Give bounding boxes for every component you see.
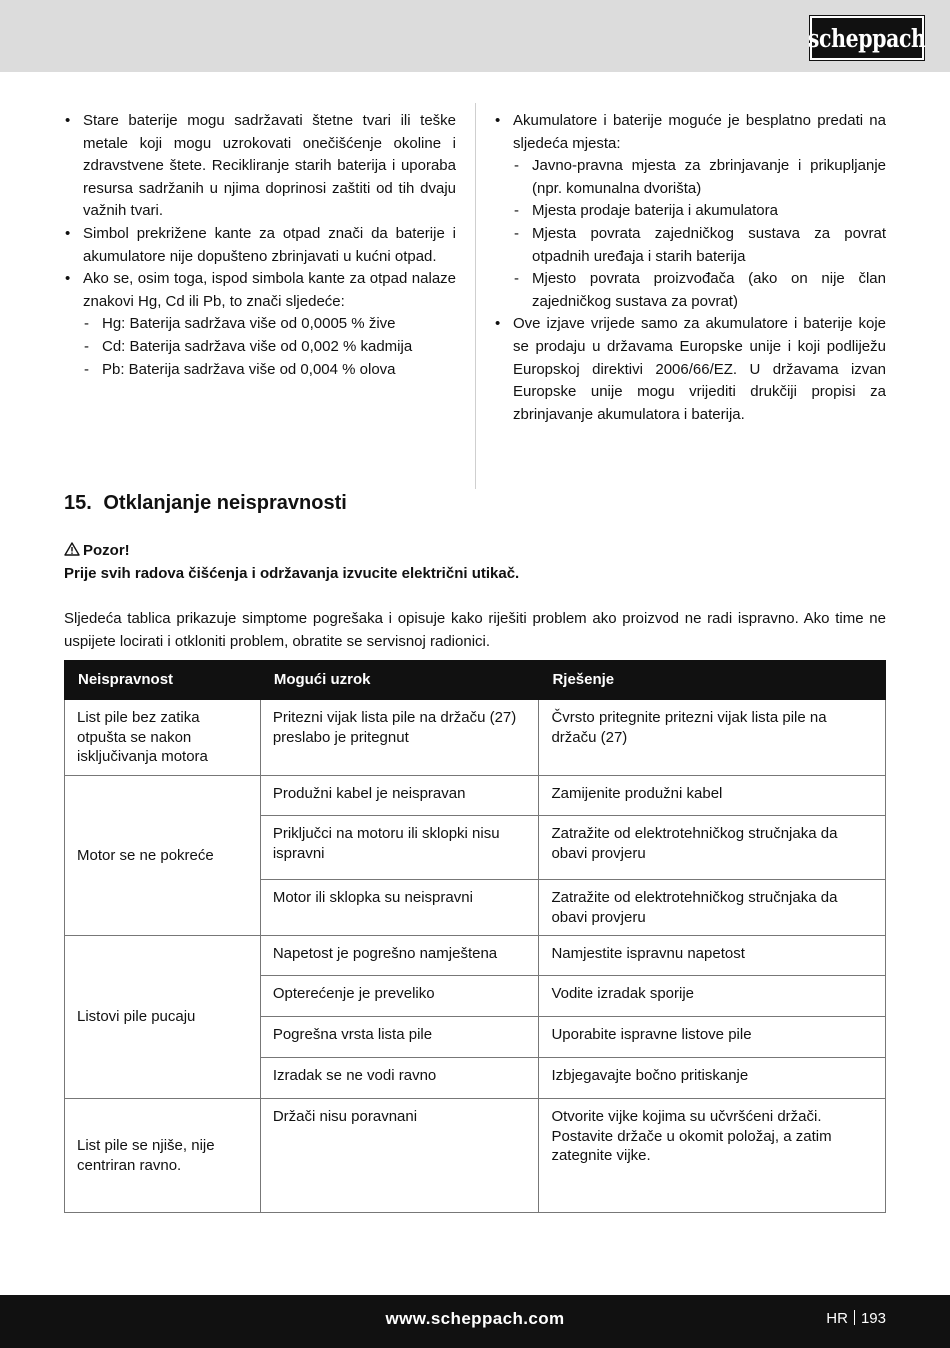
table-row [65,700,886,776]
left-column [64,110,456,381]
scheppach-logo [810,16,924,60]
cause-cell: Opterećenje je preveliko [260,976,539,1017]
warning-triangle-icon [64,542,80,556]
troubleshooting-table [64,660,886,1213]
website-url: www.scheppach.com [385,1309,565,1328]
intro-paragraph: Sljedeća tablica prikazuje simptome pogrešaka i opisuje kako riješiti problem ako proizvod ne radi ispravno. Ako time ne uspijete locirati i otkloniti problem, obratite se servisnoj radionici. [64,610,886,650]
cause-cell: Napetost je pogrešno namještena [260,936,539,976]
header-cause: Mogući uzrok [260,661,539,700]
cause-cell: Izradak se ne vodi ravno [260,1058,539,1099]
remedy-cell: Vodite izradak sporije [539,976,886,1017]
cause-cell: Držači nisu poravnani [260,1099,539,1213]
right-column [494,110,886,426]
cause-cell: Produžni kabel je neispravan [260,776,539,816]
table-row [65,1099,886,1213]
language-code: HR [826,1310,848,1327]
cause-cell: Pogrešna vrsta lista pile [260,1017,539,1058]
cause-cell: Motor ili sklopka su neispravni [260,880,539,936]
fault-cell: List pile bez zatika otpušta se nakon isključivanja motora [65,700,261,776]
page-header [0,0,950,72]
warning-title: Pozor! [83,542,130,559]
list-item [64,268,456,381]
list-item: • Ove izjave vrijede samo za akumulatore i baterije koje se prodaju u državama Europske unije i koji podliježu Europskoj direktivi 2006/66/EZ. U državama izvan Europske unije mogu vrijediti drukčiji propisi za zbrinjavanje akumulatora i baterija. [494,313,886,426]
fault-cell: Listovi pile pucaju [65,936,261,1099]
remedy-cell: Čvrsto pritegnite pritezni vijak lista pile na držaču (27) [539,700,886,776]
fault-cell: List pile se njiše, nije centriran ravno. [65,1099,261,1213]
list-item-text: Akumulatore i baterije moguće je besplatno predati na sljedeća mjesta: [513,112,886,152]
list-item [494,110,886,313]
table-row [65,776,886,816]
page-footer [0,1295,950,1348]
list-item-text: Ako se, osim toga, ispod simbola kante za otpad nalaze znakovi Hg, Cd ili Pb, to znači sljedeće: [83,270,456,310]
right-bullet-list [494,110,886,426]
sub-list-item: - Cd: Baterija sadržava više od 0,002 % kadmija [83,336,456,359]
remedy-cell: Namjestite ispravnu napetost [539,936,886,976]
sub-list-item: - Pb: Baterija sadržava više od 0,004 % olova [83,359,456,382]
header-remedy: Rješenje [539,661,886,700]
remedy-cell: Otvorite vijke kojima su učvršćeni držači. Postavite držače u okomit položaj, a zatim zategnite vijke. [539,1099,886,1213]
page-number-separator [854,1310,855,1325]
list-item: • Simbol prekrižene kante za otpad znači da baterije i akumulatore nije dopušteno zbrinjavati u kućni otpad. [64,223,456,268]
cause-cell: Pritezni vijak lista pile na držaču (27) preslabo je pritegnut [260,700,539,776]
remedy-cell: Uporabite ispravne listove pile [539,1017,886,1058]
heavy-metal-sublist [83,313,456,381]
page-number [826,1310,886,1327]
remedy-cell: Zatražite od elektrotehničkog stručnjaka da obavi provjeru [539,880,886,936]
sub-list-item: - Hg: Baterija sadržava više od 0,0005 % žive [83,313,456,336]
sub-list-item: - Javno-pravna mjesta za zbrinjavanje i prikupljanje (npr. komunalna dvorišta) [513,155,886,200]
warning-text: Prije svih radova čišćenja i održavanja izvucite električni utikač. [64,564,520,582]
remedy-cell: Zatražite od elektrotehničkog stručnjaka da obavi provjeru [539,816,886,880]
sub-list-item: - Mjesto povrata proizvođača (ako on nije član zajedničkog sustava za povrat) [513,268,886,313]
table-row [65,936,886,976]
section-heading [64,492,347,515]
return-points-sublist [513,155,886,313]
fault-cell: Motor se ne pokreće [65,776,261,936]
sub-list-item: - Mjesta prodaje baterija i akumulatora [513,200,886,223]
sub-list-item: - Mjesta povrata zajedničkog sustava za povrat otpadnih uređaja i starih baterija [513,223,886,268]
list-item: • Stare baterije mogu sadržavati štetne tvari ili teške metale koji mogu uzrokovati onečišćenje okoline i zdravstvene štete. Recikliranje starih baterija i uporaba resursa sadržanih u njima doprinosi zaštiti od tih dvaju važnih tvari. [64,110,456,223]
remedy-cell: Izbjegavajte bočno pritiskanje [539,1058,886,1099]
section-title: Otklanjanje neispravnosti [103,492,347,514]
table-header-row [65,661,886,700]
page-number-value: 193 [860,1310,886,1327]
header-fault: Neispravnost [65,661,261,700]
logo-text: scheppach [808,23,926,53]
cause-cell: Priključci na motoru ili sklopki nisu ispravni [260,816,539,880]
remedy-cell: Zamijenite produžni kabel [539,776,886,816]
section-number: 15. [64,492,92,514]
warning-block [64,540,894,585]
left-bullet-list [64,110,456,381]
column-divider [475,103,476,489]
